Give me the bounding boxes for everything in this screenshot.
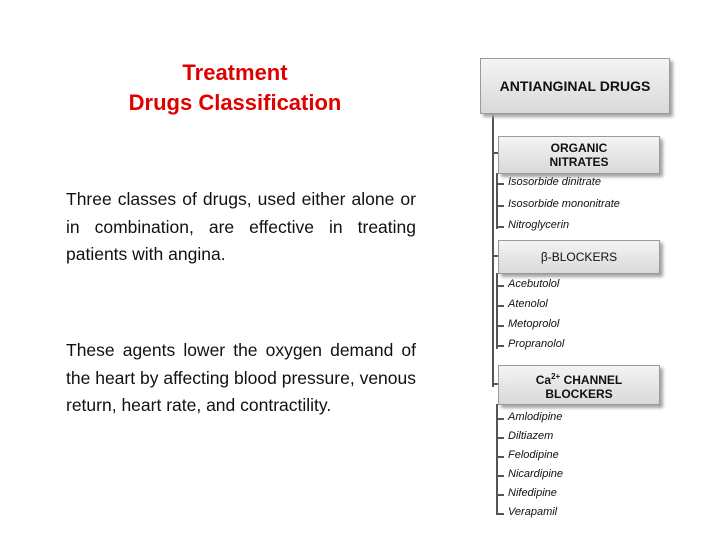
category-beta-blockers: [498, 240, 660, 274]
category-label: $Ca^{2+}$ CHANNEL: [535, 371, 623, 387]
drug-item: Metoprolol: [508, 318, 560, 330]
drug-line-ca-blockers: [496, 404, 498, 514]
drug-item: Diltiazem: [508, 430, 554, 442]
drug-item: Felodipine: [508, 449, 559, 461]
slide-title: [60, 58, 410, 118]
drug-line-nitrates: [496, 173, 498, 229]
category-label: NITRATES: [549, 155, 609, 169]
drug-item: Isosorbide mononitrate: [508, 198, 620, 210]
drug-item: Amlodipine: [508, 411, 563, 423]
paragraph-drug-classes: Three classes of drugs, used either alone or in combination, are effective in treating patients with angina.: [66, 189, 416, 264]
drug-item: Nitroglycerin: [508, 219, 570, 231]
paragraph-mechanism: These agents lower the oxygen demand of the heart by affecting blood pressure, venous return, heart rate, and contractility.: [66, 340, 416, 415]
drug-item: Propranolol: [508, 338, 565, 350]
trunk-line: [492, 113, 494, 387]
drug-item: Verapamil: [508, 506, 558, 518]
root-box: ANTIANGINAL DRUGS: [480, 58, 670, 114]
title-line-1: Treatment: [182, 60, 288, 85]
category-label: β-BLOCKERS: [540, 250, 618, 264]
category-organic-nitrates: [498, 136, 660, 174]
drug-item: Acebutolol: [508, 278, 560, 290]
antianginal-drugs-diagram: [468, 52, 680, 522]
category-label: BLOCKERS: [545, 386, 613, 401]
drug-item: Nicardipine: [508, 468, 564, 480]
title-line-2: Drugs Classification: [128, 90, 342, 115]
drug-item: Isosorbide dinitrate: [508, 176, 601, 188]
drug-item: Atenolol: [508, 298, 548, 310]
drug-item: Nifedipine: [508, 487, 557, 499]
category-ca-channel-blockers: [498, 365, 660, 405]
category-label: ORGANIC: [550, 141, 608, 155]
